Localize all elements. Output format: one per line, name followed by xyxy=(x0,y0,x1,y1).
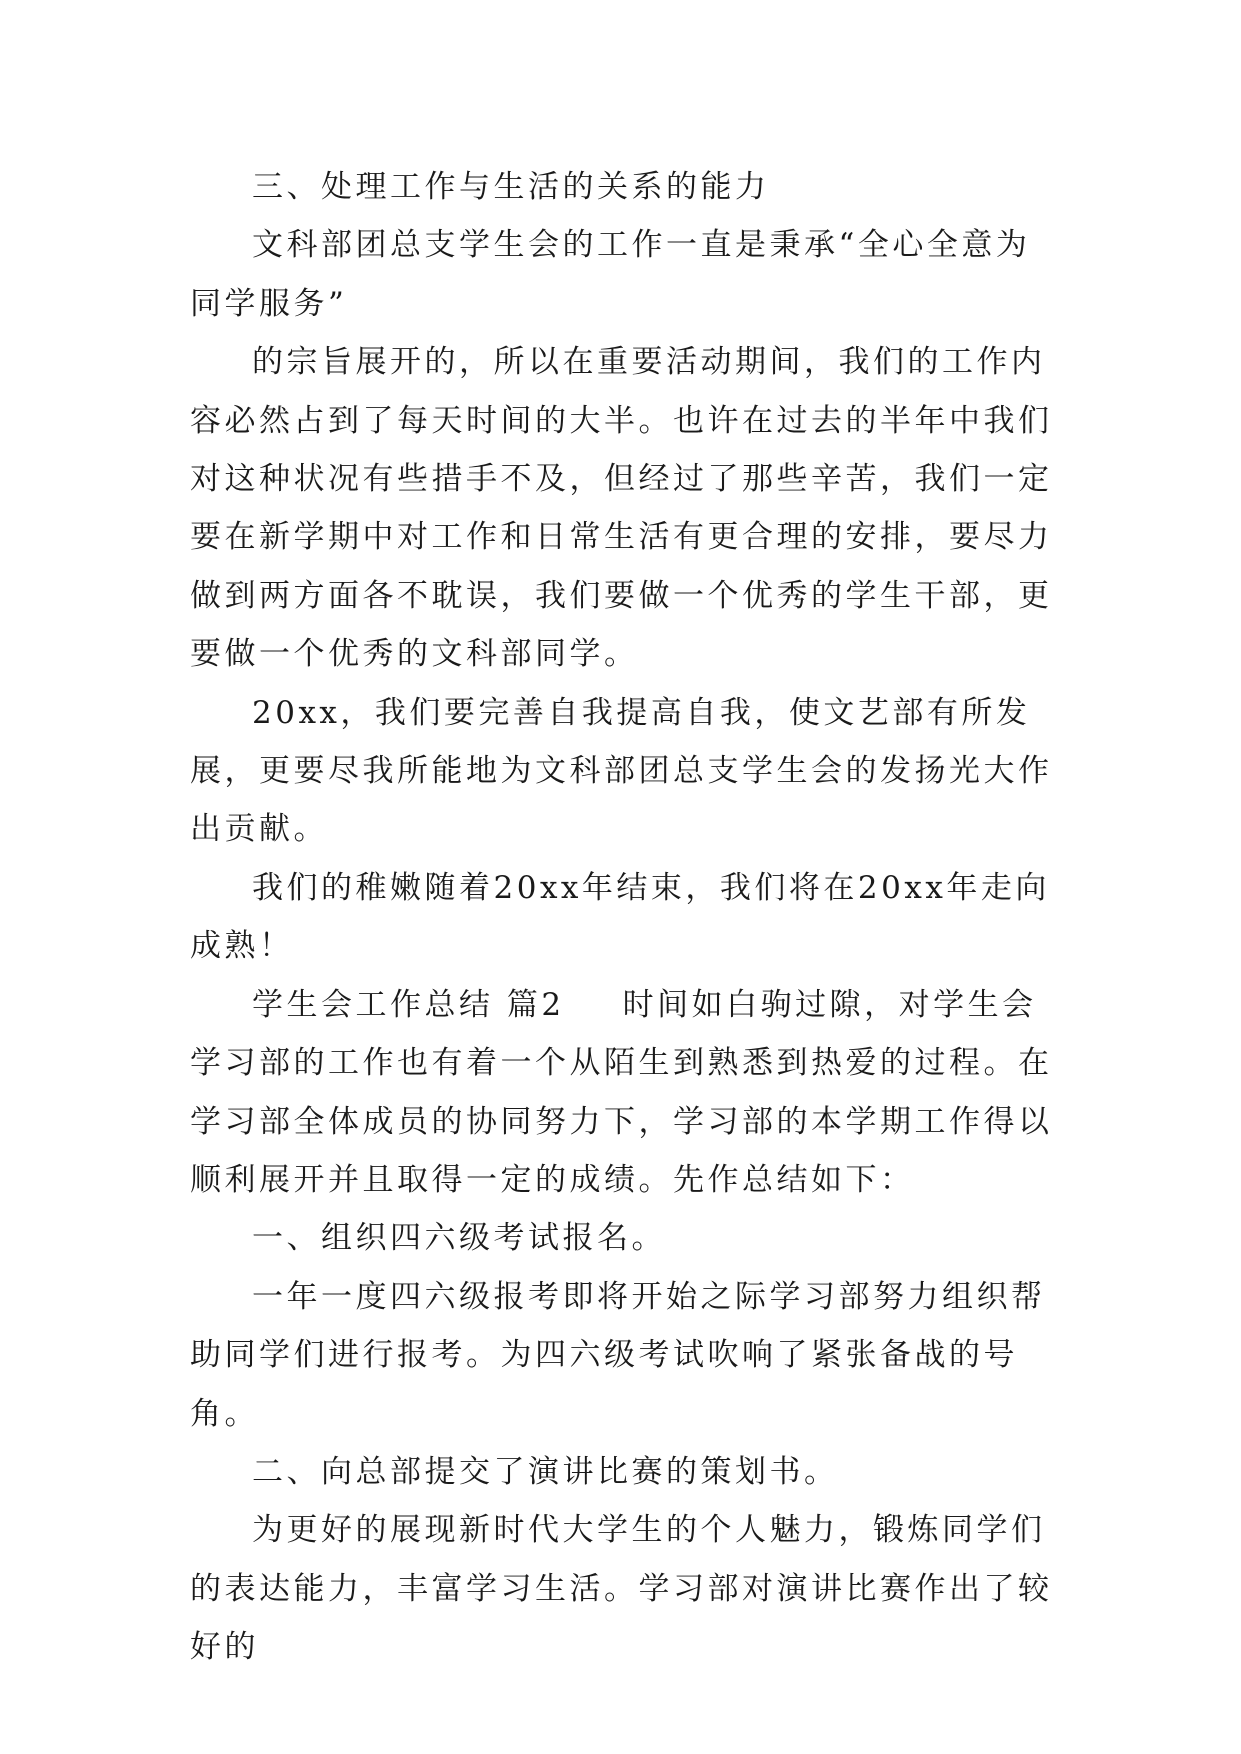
section-heading-2: 二、向总部提交了演讲比赛的策划书。 xyxy=(252,1453,839,1490)
paragraph: 文科部团总支学生会的工作一直是秉承“全心全意为同学服务” xyxy=(190,227,1031,322)
section-heading-3: 三、处理工作与生活的关系的能力 xyxy=(252,169,770,205)
document-body xyxy=(190,158,1060,1677)
paragraph: 为更好的展现新时代大学生的个人魅力，锻炼同学们的表达能力，丰富学习生活。学习部对演讲比赛作出了较好的 xyxy=(190,1512,1053,1666)
paragraph: 一年一度四六级报考即将开始之际学习部努力组织帮助同学们进行报考。为四六级考试吹响了紧张备战的号角。 xyxy=(190,1278,1046,1432)
article-heading: 学生会工作总结 篇2 xyxy=(252,986,565,1023)
section-heading-1: 一、组织四六级考试报名。 xyxy=(252,1220,666,1257)
paragraph-with-heading xyxy=(190,976,1060,1210)
paragraph: 我们的稚嫩随着20xx年结束，我们将在20xx年走向成熟！ xyxy=(190,869,1050,965)
paragraph: 的宗旨展开的，所以在重要活动期间，我们的工作内容必然占到了每天时间的大半。也许在过去的半年中我们对这种状况有些措手不及，但经过了那些辛苦，我们一定要在新学期中对工作和日常生活有更合理的安排，要尽力做到两方面各不耽误，我们要做一个优秀的学生干部，更要做一个优秀的文科部同学。 xyxy=(190,344,1053,673)
paragraph-body: 时间如白驹过隙，对学生会学习部的工作也有着一个从陌生到熟悉到热爱的过程。在学习部全体成员的协同努力下，学习部的本学期工作得以顺利展开并且取得一定的成绩。先作总结如下： xyxy=(190,986,1053,1198)
paragraph: 20xx，我们要完善自我提高自我，使文艺部有所发展，更要尽我所能地为文科部团总支学生会的发扬光大作出贡献。 xyxy=(190,694,1053,848)
